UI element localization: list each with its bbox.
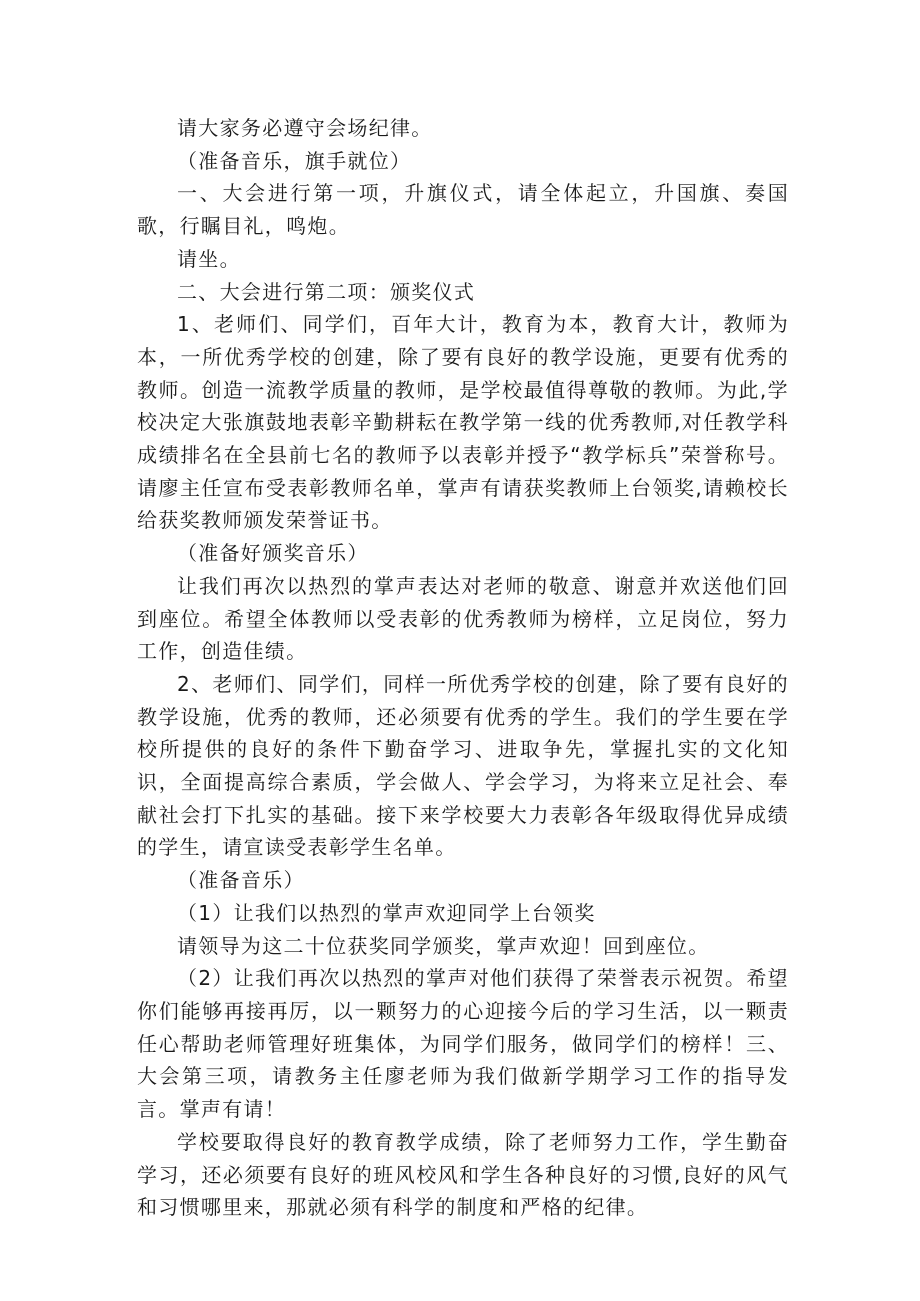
paragraph-prepare-award-music: （准备好颁奖音乐）: [177, 541, 369, 566]
document-body: [137, 112, 789, 1224]
paragraph-welcome-students: （1）让我们以热烈的掌声欢迎同学上台领奖: [177, 900, 596, 925]
paragraph-please-sit: 请坐。: [177, 246, 241, 271]
paragraph-award-ceremony-heading: 二、大会进行第二项：颁奖仪式: [177, 279, 476, 304]
paragraph-leaders-present: 请领导为这二十位获奖同学颁奖，掌声欢迎！回到座位。: [177, 933, 710, 958]
paragraph-teacher-awards: 1、老师们、同学们，百年大计，教育为本，教育大计，教师为本，一所优秀学校的创建，除了要有良好的教学设施，更要有优秀的教师。创造一流教学质量的教师，是学校最值得尊敬的教师。为此,学校决定大张旗鼓地表彰辛勤耕耘在教学第一线的优秀教师,对任教学科成绩排名在全县前七名的教师予以表彰并授予“教学标兵”荣誉称号。请廖主任宣布受表彰教师名单，掌声有请获奖教师上台领奖,请赖校长给获奖教师颁发荣誉证书。: [137, 312, 789, 533]
paragraph-prepare-music-flag: （准备音乐，旗手就位）: [177, 148, 412, 173]
paragraph-prepare-music: （准备音乐）: [177, 868, 305, 893]
paragraph-discipline-closing: 学校要取得良好的教育教学成绩，除了老师努力工作，学生勤奋学习，还必须要有良好的班风校风和学生各种良好的习惯,良好的风气和习惯哪里来，那就必须有科学的制度和严格的纪律。: [137, 1129, 789, 1220]
paragraph-flag-raising: 一、大会进行第一项，升旗仪式，请全体起立，升国旗、奏国歌，行瞩目礼，鸣炮。: [137, 181, 789, 239]
paragraph-discipline-reminder: 请大家务必遵守会场纪律。: [177, 116, 433, 140]
paragraph-thank-teachers: 让我们再次以热烈的掌声表达对老师的敬意、谢意并欢送他们回到座位。希望全体教师以受表彰的优秀教师为榜样，立足岗位，努力工作，创造佳绩。: [137, 573, 789, 664]
paragraph-congratulate-students: （2）让我们再次以热烈的掌声对他们获得了荣誉表示祝贺。希望你们能够再接再厉，以一颗努力的心迎接今后的学习生活，以一颗责任心帮助老师管理好班集体，为同学们服务，做同学们的榜样！三、大会第三项，请教务主任廖老师为我们做新学期学习工作的指导发言。掌声有请！: [137, 966, 789, 1122]
paragraph-student-awards: 2、老师们、同学们，同样一所优秀学校的创建，除了要有良好的教学设施，优秀的教师，还必须要有优秀的学生。我们的学生要在学校所提供的良好的条件下勤奋学习、进取争先，掌握扎实的文化知识，全面提高综合素质，学会做人、学会学习，为将来立足社会、奉献社会打下扎实的基础。接下来学校要大力表彰各年级取得优异成绩的学生，请宣读受表彰学生名单。: [137, 671, 789, 860]
